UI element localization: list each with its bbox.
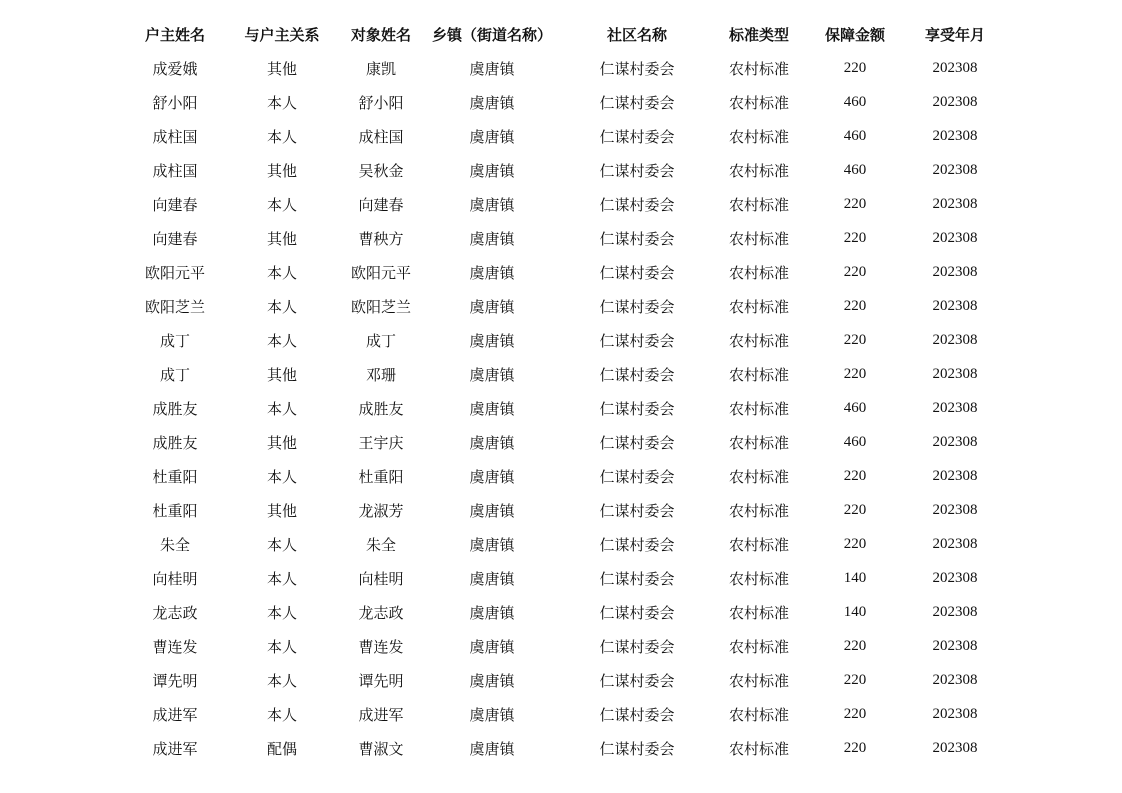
amount-cell: 460 [843,93,867,110]
standard-type-cell: 农村标准 [728,501,789,520]
amount-cell: 220 [843,59,867,76]
householder-name-cell: 成爱娥 [152,59,198,78]
standard-type-cell: 农村标准 [728,399,789,418]
community-cell: 仁谋村委会 [599,671,675,690]
amount-cell: 220 [843,637,867,654]
community-cell: 仁谋村委会 [599,569,675,588]
householder-name-cell: 谭先明 [152,671,198,690]
table-row [120,493,1000,527]
householder-name-cell: 欧阳芝兰 [144,297,205,316]
header-month: 享受年月 [924,25,985,44]
community-cell: 仁谋村委会 [599,161,675,180]
community-cell: 仁谋村委会 [599,297,675,316]
beneficiary-name-cell: 王宇庆 [358,433,404,452]
beneficiary-name-cell: 朱全 [365,535,396,554]
community-cell: 仁谋村委会 [599,59,675,78]
table-row [120,697,1000,731]
amount-cell: 220 [843,297,867,314]
beneficiary-name-cell: 康凯 [365,59,396,78]
table-row [120,187,1000,221]
month-cell: 202308 [932,705,978,722]
amount-cell: 140 [843,569,867,586]
relationship-cell: 本人 [266,263,297,282]
town-cell: 虞唐镇 [469,535,515,554]
town-cell: 虞唐镇 [469,365,515,384]
town-cell: 虞唐镇 [469,671,515,690]
standard-type-cell: 农村标准 [728,637,789,656]
month-cell: 202308 [932,467,978,484]
town-cell: 虞唐镇 [469,739,515,758]
month-cell: 202308 [932,331,978,348]
header-row [120,17,1000,51]
standard-type-cell: 农村标准 [728,433,789,452]
standard-type-cell: 农村标准 [728,569,789,588]
beneficiary-table [120,17,1000,765]
town-cell: 虞唐镇 [469,229,515,248]
town-cell: 虞唐镇 [469,467,515,486]
amount-cell: 140 [843,603,867,620]
householder-name-cell: 成丁 [159,365,190,384]
town-cell: 虞唐镇 [469,59,515,78]
town-cell: 虞唐镇 [469,603,515,622]
table-row [120,663,1000,697]
table-row [120,153,1000,187]
month-cell: 202308 [932,365,978,382]
standard-type-cell: 农村标准 [728,93,789,112]
town-cell: 虞唐镇 [469,331,515,350]
community-cell: 仁谋村委会 [599,433,675,452]
householder-name-cell: 曹连发 [152,637,198,656]
beneficiary-name-cell: 曹淑文 [358,739,404,758]
relationship-cell: 本人 [266,127,297,146]
beneficiary-name-cell: 成柱国 [358,127,404,146]
table-row [120,459,1000,493]
beneficiary-name-cell: 曹连发 [358,637,404,656]
householder-name-cell: 成柱国 [152,161,198,180]
amount-cell: 220 [843,671,867,688]
householder-name-cell: 杜重阳 [152,501,198,520]
community-cell: 仁谋村委会 [599,637,675,656]
beneficiary-name-cell: 谭先明 [358,671,404,690]
relationship-cell: 本人 [266,569,297,588]
relationship-cell: 本人 [266,637,297,656]
table-row [120,289,1000,323]
relationship-cell: 本人 [266,535,297,554]
table-row [120,119,1000,153]
document-sheet [120,17,1000,765]
month-cell: 202308 [932,569,978,586]
standard-type-cell: 农村标准 [728,705,789,724]
community-cell: 仁谋村委会 [599,93,675,112]
beneficiary-name-cell: 向桂明 [358,569,404,588]
relationship-cell: 本人 [266,467,297,486]
month-cell: 202308 [932,59,978,76]
month-cell: 202308 [932,671,978,688]
table-row [120,561,1000,595]
relationship-cell: 其他 [266,229,297,248]
amount-cell: 220 [843,195,867,212]
beneficiary-name-cell: 欧阳芝兰 [350,297,411,316]
beneficiary-name-cell: 舒小阳 [358,93,404,112]
beneficiary-name-cell: 成进军 [358,705,404,724]
amount-cell: 220 [843,705,867,722]
table-row [120,323,1000,357]
amount-cell: 220 [843,263,867,280]
table-row [120,527,1000,561]
amount-cell: 220 [843,365,867,382]
table-body [120,51,1000,765]
standard-type-cell: 农村标准 [728,161,789,180]
relationship-cell: 本人 [266,297,297,316]
amount-cell: 220 [843,739,867,756]
beneficiary-name-cell: 向建春 [358,195,404,214]
standard-type-cell: 农村标准 [728,671,789,690]
standard-type-cell: 农村标准 [728,229,789,248]
householder-name-cell: 向建春 [152,195,198,214]
month-cell: 202308 [932,535,978,552]
month-cell: 202308 [932,433,978,450]
beneficiary-name-cell: 龙志政 [358,603,404,622]
householder-name-cell: 成柱国 [152,127,198,146]
householder-name-cell: 成胜友 [152,433,198,452]
beneficiary-name-cell: 邓珊 [365,365,396,384]
town-cell: 虞唐镇 [469,399,515,418]
amount-cell: 220 [843,331,867,348]
relationship-cell: 配偶 [266,739,297,758]
town-cell: 虞唐镇 [469,501,515,520]
header-community: 社区名称 [606,25,667,44]
month-cell: 202308 [932,127,978,144]
householder-name-cell: 成丁 [159,331,190,350]
beneficiary-name-cell: 成丁 [365,331,396,350]
community-cell: 仁谋村委会 [599,331,675,350]
relationship-cell: 其他 [266,501,297,520]
town-cell: 虞唐镇 [469,161,515,180]
community-cell: 仁谋村委会 [599,195,675,214]
amount-cell: 460 [843,433,867,450]
community-cell: 仁谋村委会 [599,603,675,622]
standard-type-cell: 农村标准 [728,263,789,282]
relationship-cell: 本人 [266,671,297,690]
table-row [120,221,1000,255]
householder-name-cell: 向建春 [152,229,198,248]
month-cell: 202308 [932,263,978,280]
town-cell: 虞唐镇 [469,127,515,146]
beneficiary-name-cell: 曹秧方 [358,229,404,248]
householder-name-cell: 舒小阳 [152,93,198,112]
beneficiary-name-cell: 成胜友 [358,399,404,418]
relationship-cell: 其他 [266,161,297,180]
table-row [120,391,1000,425]
town-cell: 虞唐镇 [469,195,515,214]
community-cell: 仁谋村委会 [599,739,675,758]
community-cell: 仁谋村委会 [599,501,675,520]
amount-cell: 460 [843,127,867,144]
standard-type-cell: 农村标准 [728,331,789,350]
table-row [120,51,1000,85]
amount-cell: 220 [843,467,867,484]
town-cell: 虞唐镇 [469,93,515,112]
beneficiary-name-cell: 杜重阳 [358,467,404,486]
amount-cell: 220 [843,501,867,518]
householder-name-cell: 龙志政 [152,603,198,622]
town-cell: 虞唐镇 [469,433,515,452]
relationship-cell: 本人 [266,195,297,214]
header-householder-name: 户主姓名 [144,25,205,44]
town-cell: 虞唐镇 [469,637,515,656]
header-standard-type: 标准类型 [728,25,789,44]
table-row [120,357,1000,391]
householder-name-cell: 朱全 [159,535,190,554]
amount-cell: 460 [843,399,867,416]
standard-type-cell: 农村标准 [728,603,789,622]
relationship-cell: 本人 [266,705,297,724]
beneficiary-name-cell: 欧阳元平 [350,263,411,282]
table-row [120,425,1000,459]
month-cell: 202308 [932,195,978,212]
month-cell: 202308 [932,637,978,654]
standard-type-cell: 农村标准 [728,195,789,214]
month-cell: 202308 [932,297,978,314]
community-cell: 仁谋村委会 [599,467,675,486]
community-cell: 仁谋村委会 [599,127,675,146]
relationship-cell: 本人 [266,399,297,418]
householder-name-cell: 成进军 [152,705,198,724]
standard-type-cell: 农村标准 [728,297,789,316]
amount-cell: 460 [843,161,867,178]
relationship-cell: 本人 [266,603,297,622]
relationship-cell: 其他 [266,433,297,452]
header-relationship: 与户主关系 [244,25,320,44]
community-cell: 仁谋村委会 [599,399,675,418]
amount-cell: 220 [843,229,867,246]
householder-name-cell: 向桂明 [152,569,198,588]
relationship-cell: 本人 [266,93,297,112]
community-cell: 仁谋村委会 [599,263,675,282]
community-cell: 仁谋村委会 [599,705,675,724]
relationship-cell: 本人 [266,331,297,350]
town-cell: 虞唐镇 [469,705,515,724]
householder-name-cell: 成进军 [152,739,198,758]
beneficiary-name-cell: 龙淑芳 [358,501,404,520]
month-cell: 202308 [932,501,978,518]
householder-name-cell: 欧阳元平 [144,263,205,282]
table-row [120,731,1000,765]
header-amount: 保障金额 [824,25,885,44]
town-cell: 虞唐镇 [469,263,515,282]
header-beneficiary-name: 对象姓名 [350,25,411,44]
community-cell: 仁谋村委会 [599,229,675,248]
month-cell: 202308 [932,93,978,110]
month-cell: 202308 [932,739,978,756]
month-cell: 202308 [932,603,978,620]
standard-type-cell: 农村标准 [728,365,789,384]
community-cell: 仁谋村委会 [599,535,675,554]
month-cell: 202308 [932,161,978,178]
standard-type-cell: 农村标准 [728,59,789,78]
standard-type-cell: 农村标准 [728,739,789,758]
standard-type-cell: 农村标准 [728,467,789,486]
month-cell: 202308 [932,399,978,416]
relationship-cell: 其他 [266,365,297,384]
householder-name-cell: 杜重阳 [152,467,198,486]
table-row [120,595,1000,629]
town-cell: 虞唐镇 [469,297,515,316]
householder-name-cell: 成胜友 [152,399,198,418]
standard-type-cell: 农村标准 [728,535,789,554]
community-cell: 仁谋村委会 [599,365,675,384]
month-cell: 202308 [932,229,978,246]
town-cell: 虞唐镇 [469,569,515,588]
beneficiary-name-cell: 吴秋金 [358,161,404,180]
table-row [120,85,1000,119]
table-row [120,255,1000,289]
header-town: 乡镇（街道名称） [431,25,552,44]
table-row [120,629,1000,663]
relationship-cell: 其他 [266,59,297,78]
standard-type-cell: 农村标准 [728,127,789,146]
amount-cell: 220 [843,535,867,552]
